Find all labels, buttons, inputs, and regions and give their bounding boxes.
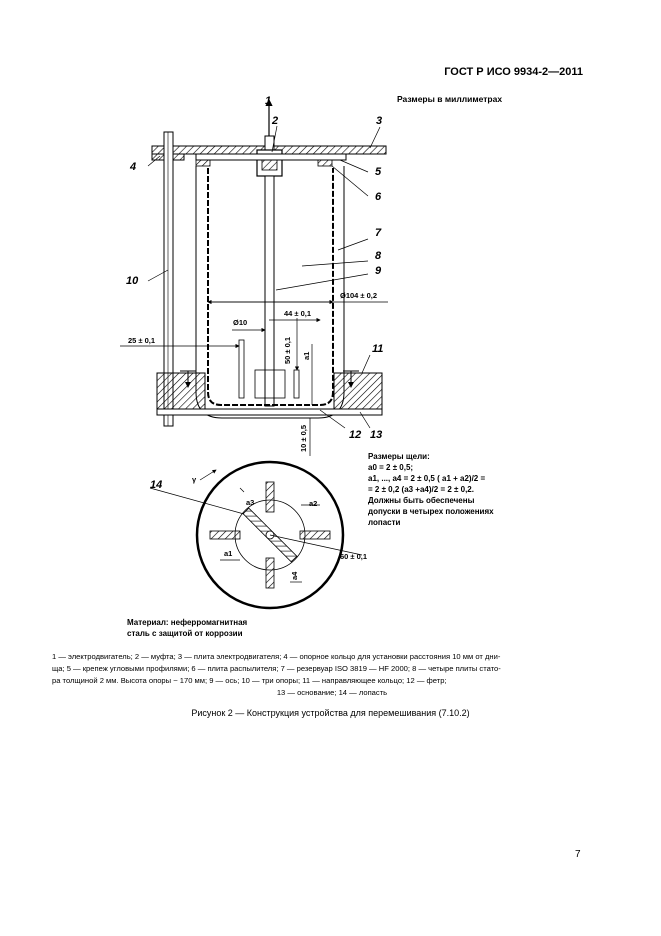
dim-44: 44 ± 0,1 [284, 309, 312, 318]
dim-a3: a3 [246, 498, 255, 507]
material-note-line2: сталь с защитой от коррозии [127, 629, 243, 638]
gap-note-line2: a1, ..., a4 = 2 ± 0,5 ( a1 + a2)/2 = [368, 474, 486, 483]
plan-stator-top [266, 482, 274, 512]
plan-stator-bottom [266, 558, 274, 588]
angle-bracket-left [196, 160, 210, 166]
callout-10: 10 [126, 275, 139, 287]
legend-line-1: 1 — электродвигатель; 2 — муфта; 3 — плита электродвигателя; 4 — опорное кольцо для установки расстояния 10 мм от дни- [52, 652, 501, 661]
dim-a4: a4 [290, 571, 299, 580]
dim-a1: a1 [224, 549, 233, 558]
gap-note-line1: a0 = 2 ± 0,5; [368, 463, 414, 472]
gap-note-line6: лопасти [368, 518, 401, 527]
dim-50: 50 ± 0,1 [283, 336, 292, 364]
callout-13: 13 [370, 429, 383, 441]
gap-note-line4: Должны быть обеспечены [368, 496, 475, 505]
stator-plate-left [239, 340, 244, 398]
dim-25: 25 ± 0,1 [128, 336, 156, 345]
base-right [334, 373, 382, 409]
dim-diameter-10: Ø10 [233, 318, 248, 327]
stator-plate-right [294, 370, 299, 398]
callout-9: 9 [375, 265, 382, 277]
callout-2: 2 [272, 115, 279, 127]
callout-4: 4 [130, 161, 137, 173]
dim-a2: a2 [309, 499, 318, 508]
callout-1: 1 [265, 95, 272, 107]
dim-diameter-60: 60 ± 0,1 [340, 552, 368, 561]
base-left [157, 373, 205, 409]
gap-note [368, 451, 494, 528]
legend-line-3: ра толщиной 2 мм. Высота опоры ~ 170 мм; 9 — ось; 10 — три опоры; 11 — направляющее кольцо; 12 — фетр; [52, 676, 447, 685]
callout-8: 8 [375, 250, 382, 262]
dim-diameter-104: Ø104 ± 0,2 [340, 291, 378, 300]
dim-10: 10 ± 0,5 [299, 424, 308, 452]
gap-note-line3: = 2 ± 0,2 (a3 +a4)/2 = 2 ± 0,2. [368, 485, 474, 494]
page-number: 7 [575, 849, 581, 860]
standard-header: ГОСТ Р ИСО 9934-2—2011 [444, 66, 583, 78]
gap-note-line5: допуски в четырех положениях [368, 507, 494, 516]
plan-stator-right [300, 531, 330, 539]
units-note: Размеры в миллиметрах [397, 94, 503, 104]
callout-3: 3 [376, 115, 383, 127]
callout-5: 5 [375, 166, 382, 178]
figure-caption: Рисунок 2 — Конструкция устройства для перемешивания (7.10.2) [191, 708, 470, 718]
material-note-line1: Материал: неферромагнитная [127, 618, 248, 627]
shaft [265, 176, 274, 406]
angle-bracket-right [318, 160, 332, 166]
callout-11: 11 [372, 343, 384, 355]
legend-line-2: ща; 5 — крепеж угловыми профилями; 6 — плита распылителя; 7 — резервуар ISO 3819 — HF 2000; 8 — четыре плиты стато- [52, 664, 501, 673]
spray-plate [196, 154, 346, 160]
dim-a1-vertical: a1 [302, 351, 311, 360]
callout-14: 14 [150, 479, 163, 491]
callout-6: 6 [375, 191, 382, 203]
material-note [127, 617, 247, 639]
base-bottom [157, 409, 382, 415]
legend-line-4: 13 — основание; 14 — лопасть [276, 688, 388, 697]
callout-7: 7 [375, 227, 382, 239]
gap-note-title: Размеры щели: [368, 452, 430, 461]
callout-12: 12 [349, 429, 362, 441]
dim-gamma: γ [192, 475, 197, 484]
plan-stator-left [210, 531, 240, 539]
figure-legend [52, 651, 612, 699]
